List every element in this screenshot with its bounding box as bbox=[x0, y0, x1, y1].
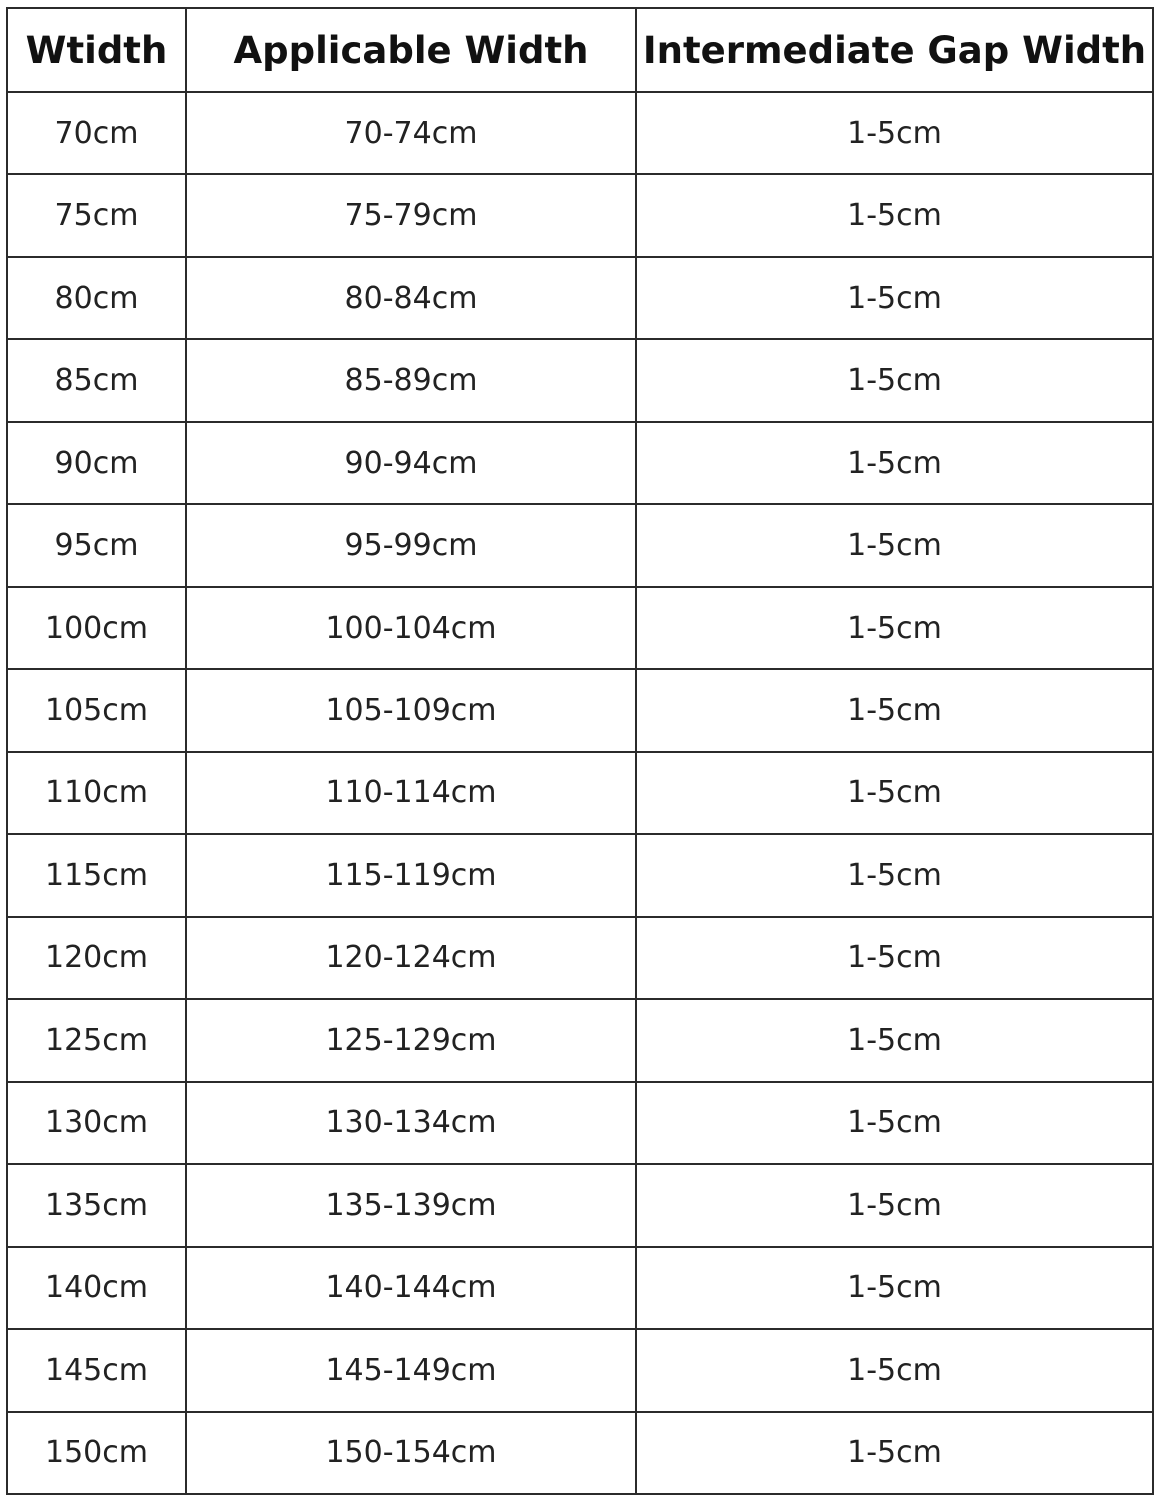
table-row bbox=[7, 92, 1153, 174]
table-row bbox=[7, 917, 1153, 999]
cell-width: 110cm bbox=[7, 752, 186, 834]
cell-applicable-width: 105-109cm bbox=[186, 669, 636, 751]
cell-gap-width: 1-5cm bbox=[636, 752, 1153, 834]
cell-gap-width: 1-5cm bbox=[636, 174, 1153, 256]
cell-width: 125cm bbox=[7, 999, 186, 1081]
table-row bbox=[7, 834, 1153, 916]
cell-gap-width: 1-5cm bbox=[636, 917, 1153, 999]
cell-width: 130cm bbox=[7, 1082, 186, 1164]
cell-width: 115cm bbox=[7, 834, 186, 916]
cell-applicable-width: 140-144cm bbox=[186, 1247, 636, 1329]
cell-width: 145cm bbox=[7, 1329, 186, 1411]
table-row bbox=[7, 504, 1153, 586]
table-row bbox=[7, 257, 1153, 339]
cell-gap-width: 1-5cm bbox=[636, 257, 1153, 339]
table-body bbox=[7, 92, 1153, 1494]
table-row bbox=[7, 669, 1153, 751]
cell-gap-width: 1-5cm bbox=[636, 1412, 1153, 1495]
cell-applicable-width: 70-74cm bbox=[186, 92, 636, 174]
cell-width: 90cm bbox=[7, 422, 186, 504]
table-row bbox=[7, 1412, 1153, 1495]
cell-gap-width: 1-5cm bbox=[636, 422, 1153, 504]
cell-gap-width: 1-5cm bbox=[636, 999, 1153, 1081]
cell-applicable-width: 80-84cm bbox=[186, 257, 636, 339]
cell-width: 100cm bbox=[7, 587, 186, 669]
cell-width: 120cm bbox=[7, 917, 186, 999]
cell-width: 150cm bbox=[7, 1412, 186, 1495]
table-row bbox=[7, 587, 1153, 669]
table-row bbox=[7, 752, 1153, 834]
table-row bbox=[7, 999, 1153, 1081]
cell-width: 95cm bbox=[7, 504, 186, 586]
cell-gap-width: 1-5cm bbox=[636, 92, 1153, 174]
cell-gap-width: 1-5cm bbox=[636, 504, 1153, 586]
table-row bbox=[7, 1247, 1153, 1329]
cell-width: 80cm bbox=[7, 257, 186, 339]
header-width: Wtidth bbox=[7, 8, 186, 92]
cell-width: 140cm bbox=[7, 1247, 186, 1329]
cell-gap-width: 1-5cm bbox=[636, 1247, 1153, 1329]
cell-gap-width: 1-5cm bbox=[636, 834, 1153, 916]
cell-applicable-width: 150-154cm bbox=[186, 1412, 636, 1495]
cell-gap-width: 1-5cm bbox=[636, 1164, 1153, 1246]
header-row bbox=[7, 8, 1153, 92]
cell-gap-width: 1-5cm bbox=[636, 669, 1153, 751]
cell-applicable-width: 95-99cm bbox=[186, 504, 636, 586]
cell-gap-width: 1-5cm bbox=[636, 587, 1153, 669]
cell-gap-width: 1-5cm bbox=[636, 1082, 1153, 1164]
table-header bbox=[7, 8, 1153, 92]
cell-applicable-width: 75-79cm bbox=[186, 174, 636, 256]
cell-width: 105cm bbox=[7, 669, 186, 751]
table-row bbox=[7, 1164, 1153, 1246]
cell-applicable-width: 120-124cm bbox=[186, 917, 636, 999]
header-intermediate-gap-width: Intermediate Gap Width bbox=[636, 8, 1153, 92]
cell-width: 75cm bbox=[7, 174, 186, 256]
cell-applicable-width: 130-134cm bbox=[186, 1082, 636, 1164]
cell-applicable-width: 110-114cm bbox=[186, 752, 636, 834]
cell-applicable-width: 135-139cm bbox=[186, 1164, 636, 1246]
cell-applicable-width: 85-89cm bbox=[186, 339, 636, 421]
cell-applicable-width: 100-104cm bbox=[186, 587, 636, 669]
table-row bbox=[7, 1329, 1153, 1411]
cell-width: 135cm bbox=[7, 1164, 186, 1246]
cell-applicable-width: 125-129cm bbox=[186, 999, 636, 1081]
cell-width: 85cm bbox=[7, 339, 186, 421]
table-row bbox=[7, 422, 1153, 504]
cell-width: 70cm bbox=[7, 92, 186, 174]
header-applicable-width: Applicable Width bbox=[186, 8, 636, 92]
size-chart-table bbox=[6, 7, 1154, 1495]
table-row bbox=[7, 1082, 1153, 1164]
table-row bbox=[7, 339, 1153, 421]
table-row bbox=[7, 174, 1153, 256]
cell-applicable-width: 90-94cm bbox=[186, 422, 636, 504]
cell-gap-width: 1-5cm bbox=[636, 1329, 1153, 1411]
cell-applicable-width: 145-149cm bbox=[186, 1329, 636, 1411]
cell-gap-width: 1-5cm bbox=[636, 339, 1153, 421]
cell-applicable-width: 115-119cm bbox=[186, 834, 636, 916]
